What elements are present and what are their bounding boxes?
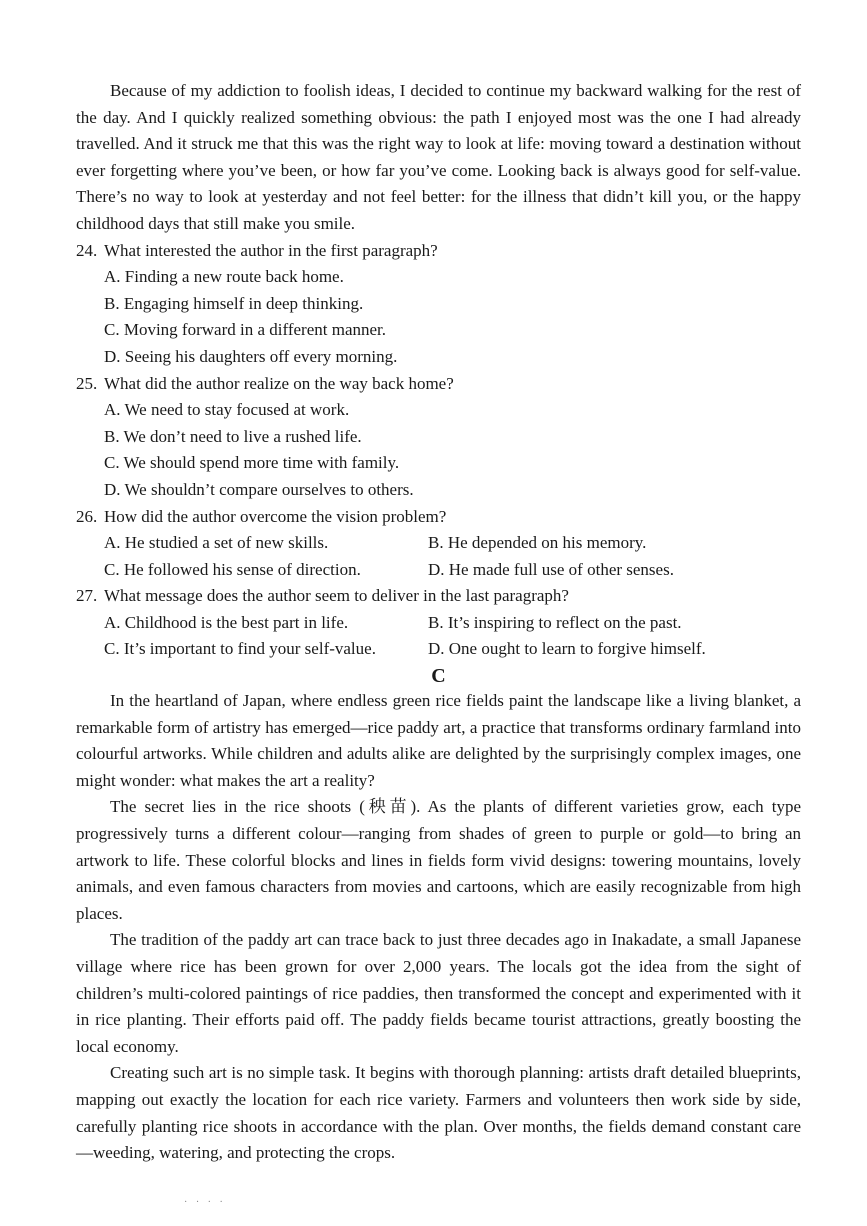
passage-c-paragraph: In the heartland of Japan, where endless green rice fields paint the landscape like a living blanket, a remarkable form of artistry has emerged—rice paddy art, a practice that transforms ordinary farmland into colourful artworks. While children and adults alike are delighted by the surprisingly complex images, one might wonder: what makes the art a reality? (76, 691, 801, 790)
question-stem (76, 371, 801, 398)
question-number: 26. (76, 506, 98, 526)
question-number: 24. (76, 240, 98, 260)
answer-option: C. We should spend more time with family. (104, 453, 400, 473)
answer-option: B. He depended on his memory. (428, 533, 647, 553)
answer-option: C. He followed his sense of direction. (104, 559, 361, 579)
question-stem (76, 504, 801, 531)
option-grid (76, 610, 801, 663)
answer-option: D. We shouldn’t compare ourselves to others. (104, 479, 414, 499)
question-number: 27. (76, 586, 98, 606)
question-number: 25. (76, 373, 98, 393)
answer-option: A. We need to stay focused at work. (104, 400, 350, 420)
question-text: What did the author realize on the way back home? (104, 373, 454, 393)
question-text: What interested the author in the first paragraph? (104, 240, 438, 260)
answer-option: B. Engaging himself in deep thinking. (104, 293, 364, 313)
passage-c-paragraph: The secret lies in the rice shoots (秧苗). As the plants of different varieties grow, each type progressively turns a different colour—ranging from shades of green to purple or gold—to bring an artwork to life. These colorful blocks and lines in fields form vivid designs: towering mountains, lovely animals, and even famous characters from movies and cartoons, which are easily recognizable from high places. (76, 797, 801, 923)
question-stem (76, 583, 801, 610)
passage-c (76, 688, 801, 1167)
footer-mark: · · · · (184, 1197, 226, 1208)
answer-option: B. It’s inspiring to reflect on the past. (428, 612, 682, 632)
answer-option: C. It’s important to find your self-value. (104, 639, 376, 659)
question-text: How did the author overcome the vision problem? (104, 506, 447, 526)
option-grid (76, 530, 801, 583)
answer-option: B. We don’t need to live a rushed life. (104, 426, 362, 446)
answer-option: C. Moving forward in a different manner. (104, 320, 387, 340)
passage-b-last-paragraph: Because of my addiction to foolish ideas, I decided to continue my backward walking for the rest of the day. And I quickly realized something obvious: the path I enjoyed most was the one I had already travelled. And it struck me that this was the right way to look at life: moving toward a destination without ever forgetting where you’ve been, or how far you’ve come. Looking back is always good for self-value. There’s no way to look at yesterday and not feel better: for the illness that didn’t kill you, or the happy childhood days that still make you smile. (76, 81, 801, 233)
question-stem (76, 238, 801, 265)
passage-c-paragraph: Creating such art is no simple task. It begins with thorough planning: artists draft detailed blueprints, mapping out exactly the location for each rice variety. Farmers and volunteers then work side by side, carefully planting rice shoots in accordance with the plan. Over months, the fields demand constant care—weeding, watering, and protecting the crops. (76, 1063, 801, 1163)
answer-option: D. He made full use of other senses. (428, 559, 674, 579)
answer-option: A. Childhood is the best part in life. (104, 612, 349, 632)
passage-c-paragraph: The tradition of the paddy art can trace back to just three decades ago in Inakadate, a small Japanese village where rice has been grown for over 2,000 years. The locals got the idea from the sight of children’s multi-colored paintings of rice paddies, then transformed the concept and experimented with it in rice planting. Their efforts paid off. The paddy fields became tourist attractions, greatly boosting the local economy. (76, 930, 801, 1056)
answer-option: D. Seeing his daughters off every morning. (104, 346, 398, 366)
question-list (76, 238, 801, 664)
answer-option: A. Finding a new route back home. (104, 267, 344, 287)
question-text: What message does the author seem to deliver in the last paragraph? (104, 586, 569, 606)
section-letter: C (431, 665, 446, 688)
answer-option: A. He studied a set of new skills. (104, 533, 329, 553)
answer-option: D. One ought to learn to forgive himself. (428, 639, 706, 659)
